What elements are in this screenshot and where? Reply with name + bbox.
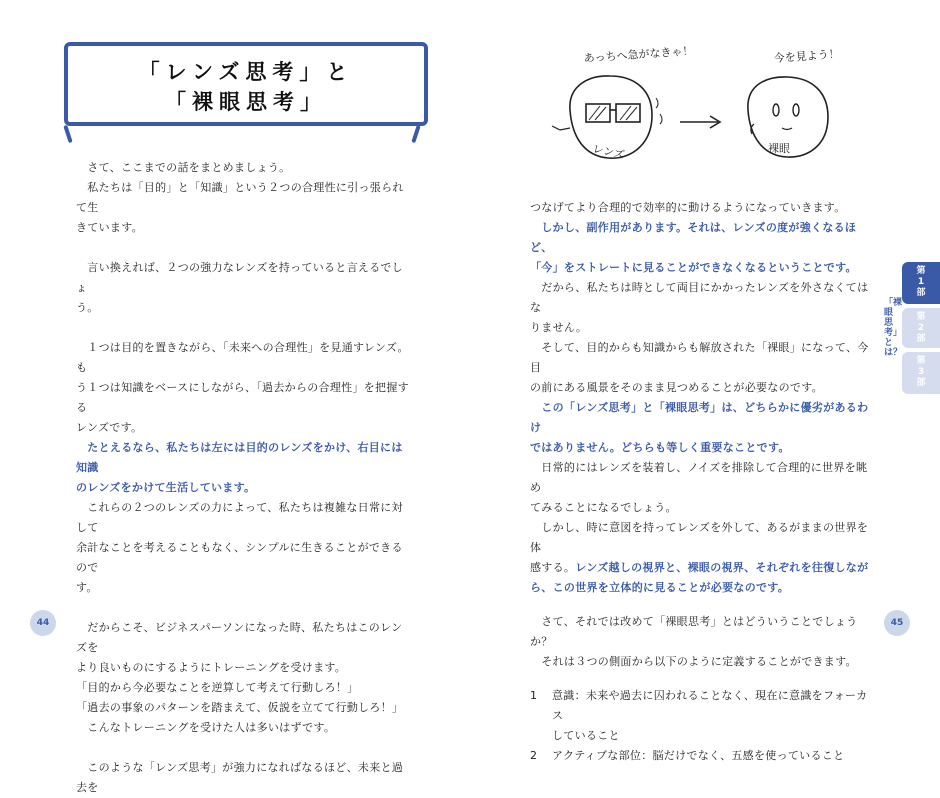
- tab-label: 部: [916, 288, 926, 298]
- section-side-caption: 「裸眼思考」とは？: [884, 298, 903, 358]
- emphasis-line: ではありません。どちらも等しく重要なことです。: [530, 441, 790, 454]
- paragraph: [530, 612, 870, 672]
- text-line: 言い換えれば、２つの強力なレンズを持っていると言えるでしょ: [76, 261, 403, 294]
- paragraph: [76, 258, 412, 318]
- paragraph: [76, 158, 412, 238]
- tab-number: 1: [917, 277, 925, 287]
- emphasis-line: しかし、副作用があります。それは、レンズの度が強くなるほど、: [530, 221, 857, 254]
- emphasis-paragraph: [76, 438, 412, 498]
- tab-label: 第: [916, 312, 926, 322]
- left-body-text: [76, 158, 412, 798]
- text-line: う。: [76, 301, 99, 314]
- part-tab-3[interactable]: [902, 352, 940, 394]
- text-line: それは３つの側面から以下のように定義することができます。: [530, 655, 857, 668]
- text-line: より良いものにするようにトレーニングを受けます。: [76, 661, 347, 674]
- emphasis-line: のレンズをかけて生活しています。: [76, 481, 256, 494]
- illustration-label-naked-eye: 裸眼: [768, 142, 790, 155]
- paragraph: [76, 758, 412, 798]
- lens-vs-naked-eye-illustration: [530, 40, 870, 180]
- paragraph: [530, 198, 870, 218]
- text-line: う１つは知識をベースにしながら、「過去からの合理性」を把握する: [76, 381, 409, 414]
- text-line: 意識：未来や過去に囚われることなく、現在に意識をフォーカス: [552, 689, 868, 722]
- text-line: １つは目的を置きながら、「未来への合理性」を見通すレンズ。も: [76, 341, 409, 374]
- text-line: このような「レンズ思考」が強力になればなるほど、未来と過去を: [76, 761, 404, 794]
- paragraph: [76, 618, 412, 738]
- text-line: こんなトレーニングを受けた人は多いはずです。: [76, 721, 336, 734]
- right-page: [470, 0, 940, 762]
- part-tab-1[interactable]: [902, 262, 940, 304]
- text-line: す。: [76, 581, 98, 594]
- text-line: そして、目的からも知識からも解放された「裸眼」になって、今目: [530, 341, 869, 374]
- text-line: きています。: [76, 221, 143, 234]
- paragraph: [530, 458, 870, 598]
- text-line: アクティブな部位：脳だけでなく、五感を使っていること: [552, 749, 845, 762]
- emphasis-line: ら、この世界を立体的に見ることが必要なのです。: [530, 581, 790, 594]
- text-line: 余計なことを考えることもなく、シンプルに生きることができるので: [76, 541, 403, 574]
- emphasis-paragraph: [530, 398, 870, 458]
- text-line: だからこそ、ビジネスパーソンになった時、私たちはこのレンズを: [76, 621, 403, 654]
- paragraph: [76, 498, 412, 598]
- page-number: 44: [30, 610, 56, 636]
- illustration-label-lens: レンズ: [591, 142, 626, 162]
- text-line: 「目的から今必要なことを逆算して考えて行動しろ！」: [76, 681, 359, 694]
- chapter-title-line-2: 「裸眼思考」: [165, 90, 327, 114]
- text-line: していること: [552, 729, 620, 742]
- title-tick-right: [411, 125, 420, 143]
- text-line: つなげてより合理的で効率的に動けるようになっていきます。: [530, 201, 846, 214]
- text-line: レンズです。: [76, 421, 143, 434]
- illustration-caption-right: 今を見よう！: [773, 47, 841, 65]
- definition-list-item: [530, 686, 870, 746]
- text-line: りません。: [530, 321, 588, 334]
- definition-list-item: [530, 746, 870, 766]
- text-line: てみることになるでしょう。: [530, 501, 677, 514]
- tab-label: 部: [916, 334, 926, 344]
- text-line: 私たちは「目的」と「知識」という２つの合理性に引っ張られて生: [76, 181, 404, 214]
- paragraph: [76, 338, 412, 438]
- tab-number: 2: [917, 323, 925, 333]
- page-number: 45: [884, 610, 910, 636]
- illustration-caption-left: あっちへ急がなきゃ！: [583, 44, 694, 65]
- text-line: しかし、時に意図を持ってレンズを外して、あるがままの世界を体: [530, 521, 869, 554]
- tab-label: 第: [916, 266, 926, 276]
- right-body-text: [530, 198, 870, 766]
- tab-label: 第: [916, 356, 926, 366]
- text-line: これらの２つのレンズの力によって、私たちは複雑な日常に対して: [76, 501, 403, 534]
- list-number: 2: [530, 749, 538, 762]
- emphasis-paragraph: [530, 218, 870, 278]
- text-line: 日常的にはレンズを装着し、ノイズを排除して合理的に世界を眺め: [530, 461, 868, 494]
- text-line: だから、私たちは時として両目にかかったレンズを外さなくてはな: [530, 281, 869, 314]
- emphasis-line: たとえるなら、私たちは左には目的のレンズをかけ、右目には知識: [76, 441, 403, 474]
- left-page: [0, 0, 470, 794]
- emphasis-line: 「今」をストレートに見ることができなくなるということです。: [530, 261, 857, 274]
- tab-number: 3: [917, 367, 925, 377]
- text-line: 感する。: [530, 561, 576, 574]
- text-line: 「過去の事象のパターンを踏まえて、仮説を立てて行動しろ！」: [76, 701, 404, 714]
- chapter-title-line-1: 「レンズ思考」と: [138, 60, 354, 84]
- text-line: さて、それでは改めて「裸眼思考」とはどういうことでしょうか？: [530, 615, 858, 648]
- chapter-title-box: [64, 42, 428, 126]
- list-number: 1: [530, 689, 538, 702]
- text-line: の前にある風景をそのまま見つめることが必要なのです。: [530, 381, 823, 394]
- paragraph: [530, 278, 870, 398]
- emphasis-inline: レンズ越しの視界と、裸眼の視界、それぞれを往復しなが: [575, 561, 869, 574]
- title-tick-left: [63, 125, 72, 143]
- part-tab-2[interactable]: [902, 308, 940, 348]
- emphasis-line: この「レンズ思考」と「裸眼思考」は、どちらかに優劣があるわけ: [530, 401, 869, 434]
- text-line: さて、ここまでの話をまとめましょう。: [76, 161, 291, 174]
- tab-label: 部: [916, 378, 926, 388]
